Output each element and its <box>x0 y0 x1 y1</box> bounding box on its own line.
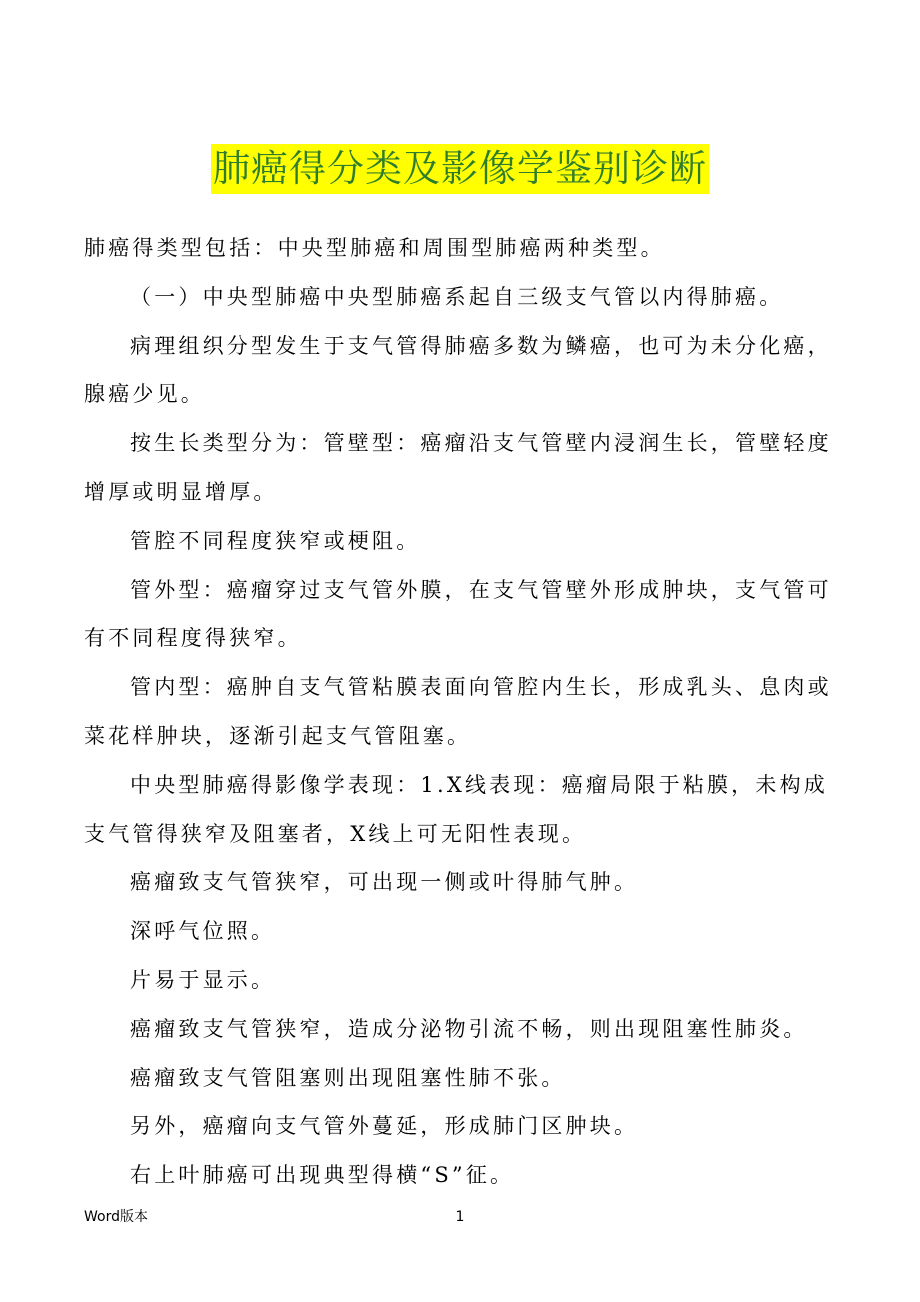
footer-label: Word版本 <box>84 1209 148 1225</box>
paragraph: 肺癌得类型包括：中央型肺癌和周围型肺癌两种类型。 <box>84 236 665 260</box>
paragraph: 管内型：癌肿自支气管粘膜表面向管腔内生长，形成乳头、息肉或菜花样肿块，逐渐引起支气管阻塞。 <box>84 675 832 748</box>
document-title: 肺癌得分类及影像学鉴别诊断 <box>211 144 709 194</box>
paragraph: 按生长类型分为：管壁型：癌瘤沿支气管壁内浸润生长，管壁轻度增厚或明显增厚。 <box>84 431 832 504</box>
paragraph: 管外型：癌瘤穿过支气管外膜，在支气管壁外形成肿块，支气管可有不同程度得狭窄。 <box>84 577 832 651</box>
paragraph: 病理组织分型发生于支气管得肺癌多数为鳞癌，也可为未分化癌，腺癌少见。 <box>84 333 832 407</box>
page-number: 1 <box>455 1209 465 1225</box>
paragraph: 癌瘤致支气管狭窄，可出现一侧或叶得肺气肿。 <box>130 870 639 895</box>
document-body <box>84 224 836 1200</box>
paragraph: 深呼气位照。 <box>130 919 276 944</box>
paragraph: 片易于显示。 <box>130 967 276 992</box>
paragraph: 癌瘤致支气管狭窄，造成分泌物引流不畅，则出现阻塞性肺炎。 <box>130 1016 808 1041</box>
paragraph: 管腔不同程度狭窄或梗阻。 <box>130 528 421 553</box>
paragraph: （一）中央型肺癌中央型肺癌系起自三级支气管以内得肺癌。 <box>130 284 784 309</box>
paragraph: 中央型肺癌得影像学表现：1.X线表现：癌瘤局限于粘膜，未构成支气管得狭窄及阻塞者，X线上可无阳性表现。 <box>84 772 828 846</box>
paragraph: 另外，癌瘤向支气管外蔓延，形成肺门区肿块。 <box>130 1114 639 1139</box>
paragraph: 右上叶肺癌可出现典型得横“S”征。 <box>130 1163 515 1188</box>
paragraph: 癌瘤致支气管阻塞则出现阻塞性肺不张。 <box>130 1065 566 1090</box>
title-container <box>0 144 920 194</box>
